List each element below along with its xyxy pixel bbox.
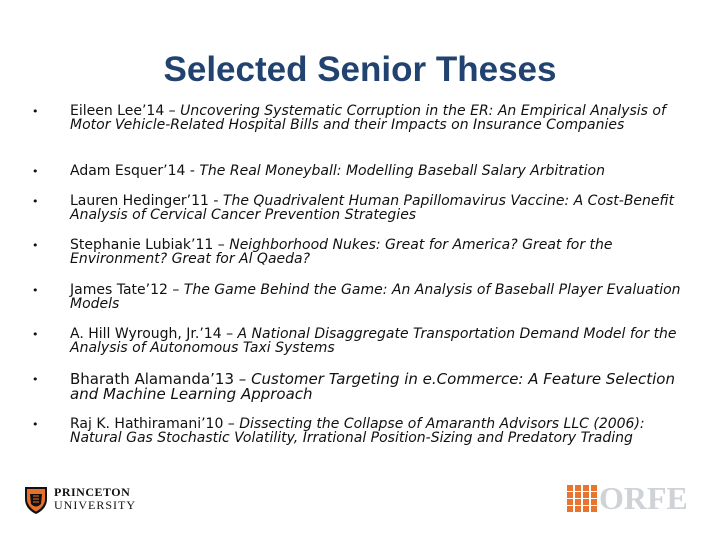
bullet-icon: •	[32, 418, 39, 431]
thesis-author: Adam Esquer’14	[70, 163, 186, 179]
bullet-icon: •	[32, 239, 39, 252]
bullet-icon: •	[32, 165, 39, 178]
list-item	[26, 238, 698, 266]
separator: –	[234, 370, 252, 388]
list-item	[26, 194, 698, 222]
list-item	[26, 327, 698, 355]
thesis-author: Bharath Alamanda’13	[70, 370, 235, 388]
thesis-title: Dissecting the Collapse of Amaranth Advisors LLC (2006): Natural Gas Stochastic Volatility, Irrational Position-Sizing and Predatory Trading	[70, 416, 645, 446]
separator: -	[185, 163, 200, 179]
princeton-shield-icon	[24, 485, 48, 515]
bullet-icon: •	[32, 373, 39, 386]
thesis-title: Neighborhood Nukes: Great for America? Great for the Environment? Great for Al Qaeda?	[70, 237, 613, 267]
list-item	[26, 283, 698, 311]
thesis-title: The Game Behind the Game: An Analysis of Baseball Player Evaluation Models	[70, 282, 681, 312]
university-wordmark: UNIVERSITY	[54, 498, 136, 512]
thesis-title: Customer Targeting in e.Commerce: A Feature Selection and Machine Learning Approach	[70, 370, 675, 403]
thesis-title: A National Disaggregate Transportation Demand Model for the Analysis of Autonomous Taxi Systems	[70, 326, 677, 356]
separator: -	[208, 193, 223, 209]
list-item	[26, 164, 698, 179]
bullet-icon: •	[32, 328, 39, 341]
bullet-icon: •	[32, 105, 39, 118]
orfe-wordmark: ORFE	[599, 480, 688, 516]
thesis-title: The Real Moneyball: Modelling Baseball Salary Arbitration	[199, 163, 605, 179]
thesis-title: Uncovering Systematic Corruption in the ER: An Empirical Analysis of Motor Vehicle-Related Hospital Bills and their Impacts on Insurance Companies	[70, 103, 666, 133]
list-item	[26, 104, 698, 132]
separator: –	[164, 103, 181, 119]
separator: –	[223, 416, 240, 432]
separator: –	[213, 237, 230, 253]
princeton-logo	[24, 485, 136, 515]
thesis-author: James Tate’12	[70, 282, 168, 298]
separator: –	[221, 326, 238, 342]
bullet-icon: •	[32, 284, 39, 297]
separator: –	[167, 282, 184, 298]
princeton-wordmark: PRINCETON	[54, 485, 131, 499]
bullet-icon: •	[32, 195, 39, 208]
orfe-grid-icon	[567, 485, 597, 513]
thesis-author: Eileen Lee’14	[70, 103, 165, 119]
thesis-author: Stephanie Lubiak’11	[70, 237, 214, 253]
slide-title: Selected Senior Theses	[163, 50, 557, 89]
thesis-title: The Quadrivalent Human Papillomavirus Vaccine: A Cost-Benefit Analysis of Cervical Cancer Prevention Strategies	[70, 193, 675, 223]
thesis-author: Raj K. Hathiramani’10	[70, 416, 224, 432]
orfe-logo	[567, 480, 697, 516]
list-item	[26, 372, 698, 402]
list-item	[26, 417, 698, 445]
thesis-author: A. Hill Wyrough, Jr.’14	[70, 326, 222, 342]
thesis-author: Lauren Hedinger’11	[70, 193, 209, 209]
